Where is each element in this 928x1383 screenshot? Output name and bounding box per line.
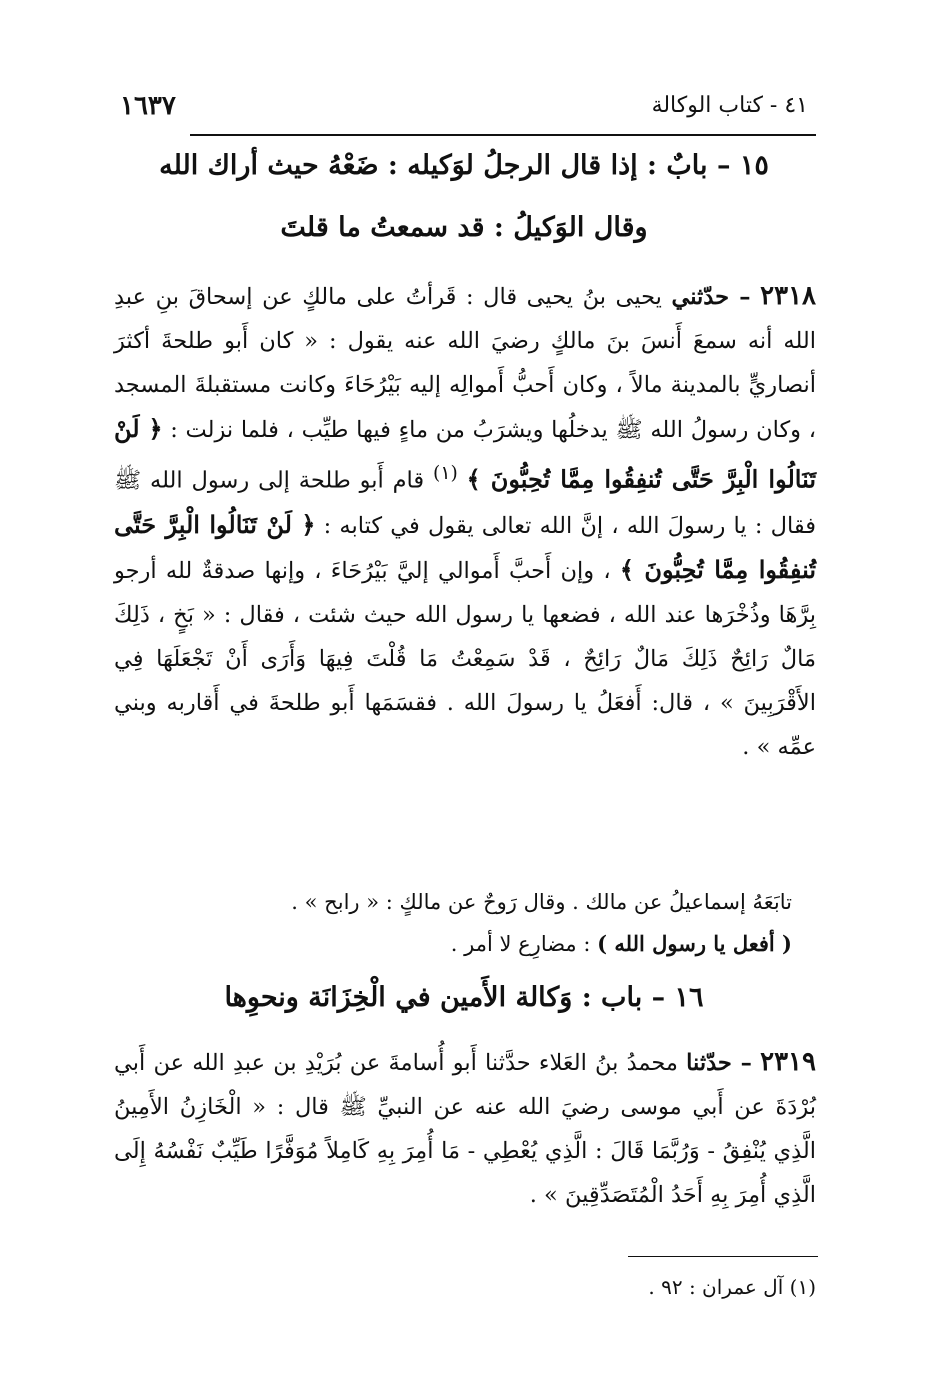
- commentary-term: ( أفعل يا رسول الله ): [597, 931, 792, 956]
- section-15-title-line-1: ١٥ – بابٌ : إذا قال الرجلُ لوَكيله : ضَعْهُ حيث أراك الله: [159, 150, 769, 181]
- commentary-line-1: تابَعَهُ إسماعيلُ عن مالك . وقال رَوحٌ عن مالكٍ : « رابح » .: [291, 890, 792, 914]
- hadith-text-1: يحيى بنُ يحيى قال : قَرأتُ على مالكٍ عن إسحاقَ بنِ عبدِ الله أنه سمعَ أَنسَ بنَ مالكٍ رضيَ الله عنه يقول : « كان أَبو طلحةَ أكثرَ أنصاريٍّ بالمدينة مالاً ، وكان أَحبُّ أَموالِه إليه بَيْرُحَاءَ وكانت مستقبلةَ المسجد ، وكان رسولُ الله ﷺ يدخلُها ويشرَبُ من ماءٍ فيها طيِّب ، فلما نزلت :: [114, 284, 817, 443]
- footnote-marker[interactable]: (١): [433, 463, 458, 484]
- hadith-number: ٢٣١٩: [760, 1047, 816, 1077]
- footnote: (١) آل عمران : ٩٢ .: [648, 1275, 816, 1299]
- commentary-explanation: : مضارِع لا أمر .: [450, 932, 591, 956]
- quran-quote-2: ﴿ لَنْ تَنَالُوا الْبِرَّ حَتَّى تُنفِقُوا مِمَّا تُحِبُّونَ ﴾: [114, 509, 816, 584]
- quran-quote-1: ﴿ لَنْ تَنَالُوا الْبِرَّ حَتَّى تُنفِقُوا مِمَّا تُحِبُّونَ ﴾: [114, 414, 817, 494]
- commentary-line-2: [114, 924, 816, 964]
- hadith-lead: – حدّثنا: [686, 1050, 752, 1076]
- hadith-text-3: ، وإن أَحبَّ أَموالي إليَّ بَيْرُحَاءَ ، وإنها صدقةٌ لله أرجو بِرَّهَا وذُخْرَها عند الله ، فضعها يا رسول الله حيث شئت ، فقال : « بَخٍ ، ذَلِكَ مَالٌ رَائِحٌ ذَلِكَ مَالٌ رَائِحٌ ، قَدْ سَمِعْتُ مَا قُلْتَ فِيهَا وَأَرَى أَنْ تَجْعَلَهَا فِي الأَقْرَبِينَ » ، قال: أَفعَلُ يا رسولَ الله . فقسَمَها أَبو طلحةَ في أَقاربه وبني عمِّه » .: [114, 557, 816, 760]
- page-number: ١٦٣٧: [120, 91, 176, 121]
- hadith-2318: [114, 274, 816, 769]
- footnote-rule: [628, 1256, 818, 1257]
- hadith-text: محمدُ بنُ العَلاء حدَّثنا أَبو أُسامةَ عن بُرَيْدِ بن عبدِ الله عن أَبي بُرْدَةَ عن أَبي موسى رضيَ الله عنه عن النبيِّ ﷺ قال : « الْخَازِنُ الأَمِينُ الَّذِي يُنْفِقُ - وَرُبَّمَا قَالَ : الَّذِي يُعْطِي - مَا أُمِرَ بِهِ كَامِلاً مُوَفَّرًا طَيِّبٌ نَفْسُهُ إِلَى الَّذِي أُمِرَ بِهِ أَحَدُ الْمُتَصَدِّقِينَ » .: [114, 1050, 816, 1208]
- header-rule: [190, 134, 816, 136]
- hadith-lead: – حدّثني: [671, 284, 751, 310]
- section-15-title-line-2: وقال الوَكيلُ : قد سمعتُ ما قلتَ: [280, 212, 648, 243]
- hadith-number: ٢٣١٨: [760, 281, 816, 311]
- section-16-title: ١٦ – باب : وَكالة الأَمين في الْخِزَانَة ونحوِها: [224, 982, 704, 1013]
- hadith-text-2: قام أَبو طلحة إلى رسول الله ﷺ فقال : يا رسولَ الله ، إنَّ الله تعالى يقول في كتابه :: [114, 467, 816, 539]
- running-head: [120, 86, 808, 126]
- chapter-title: ٤١ - كتاب الوكالة: [651, 93, 808, 118]
- hadith-2319: [114, 1040, 816, 1217]
